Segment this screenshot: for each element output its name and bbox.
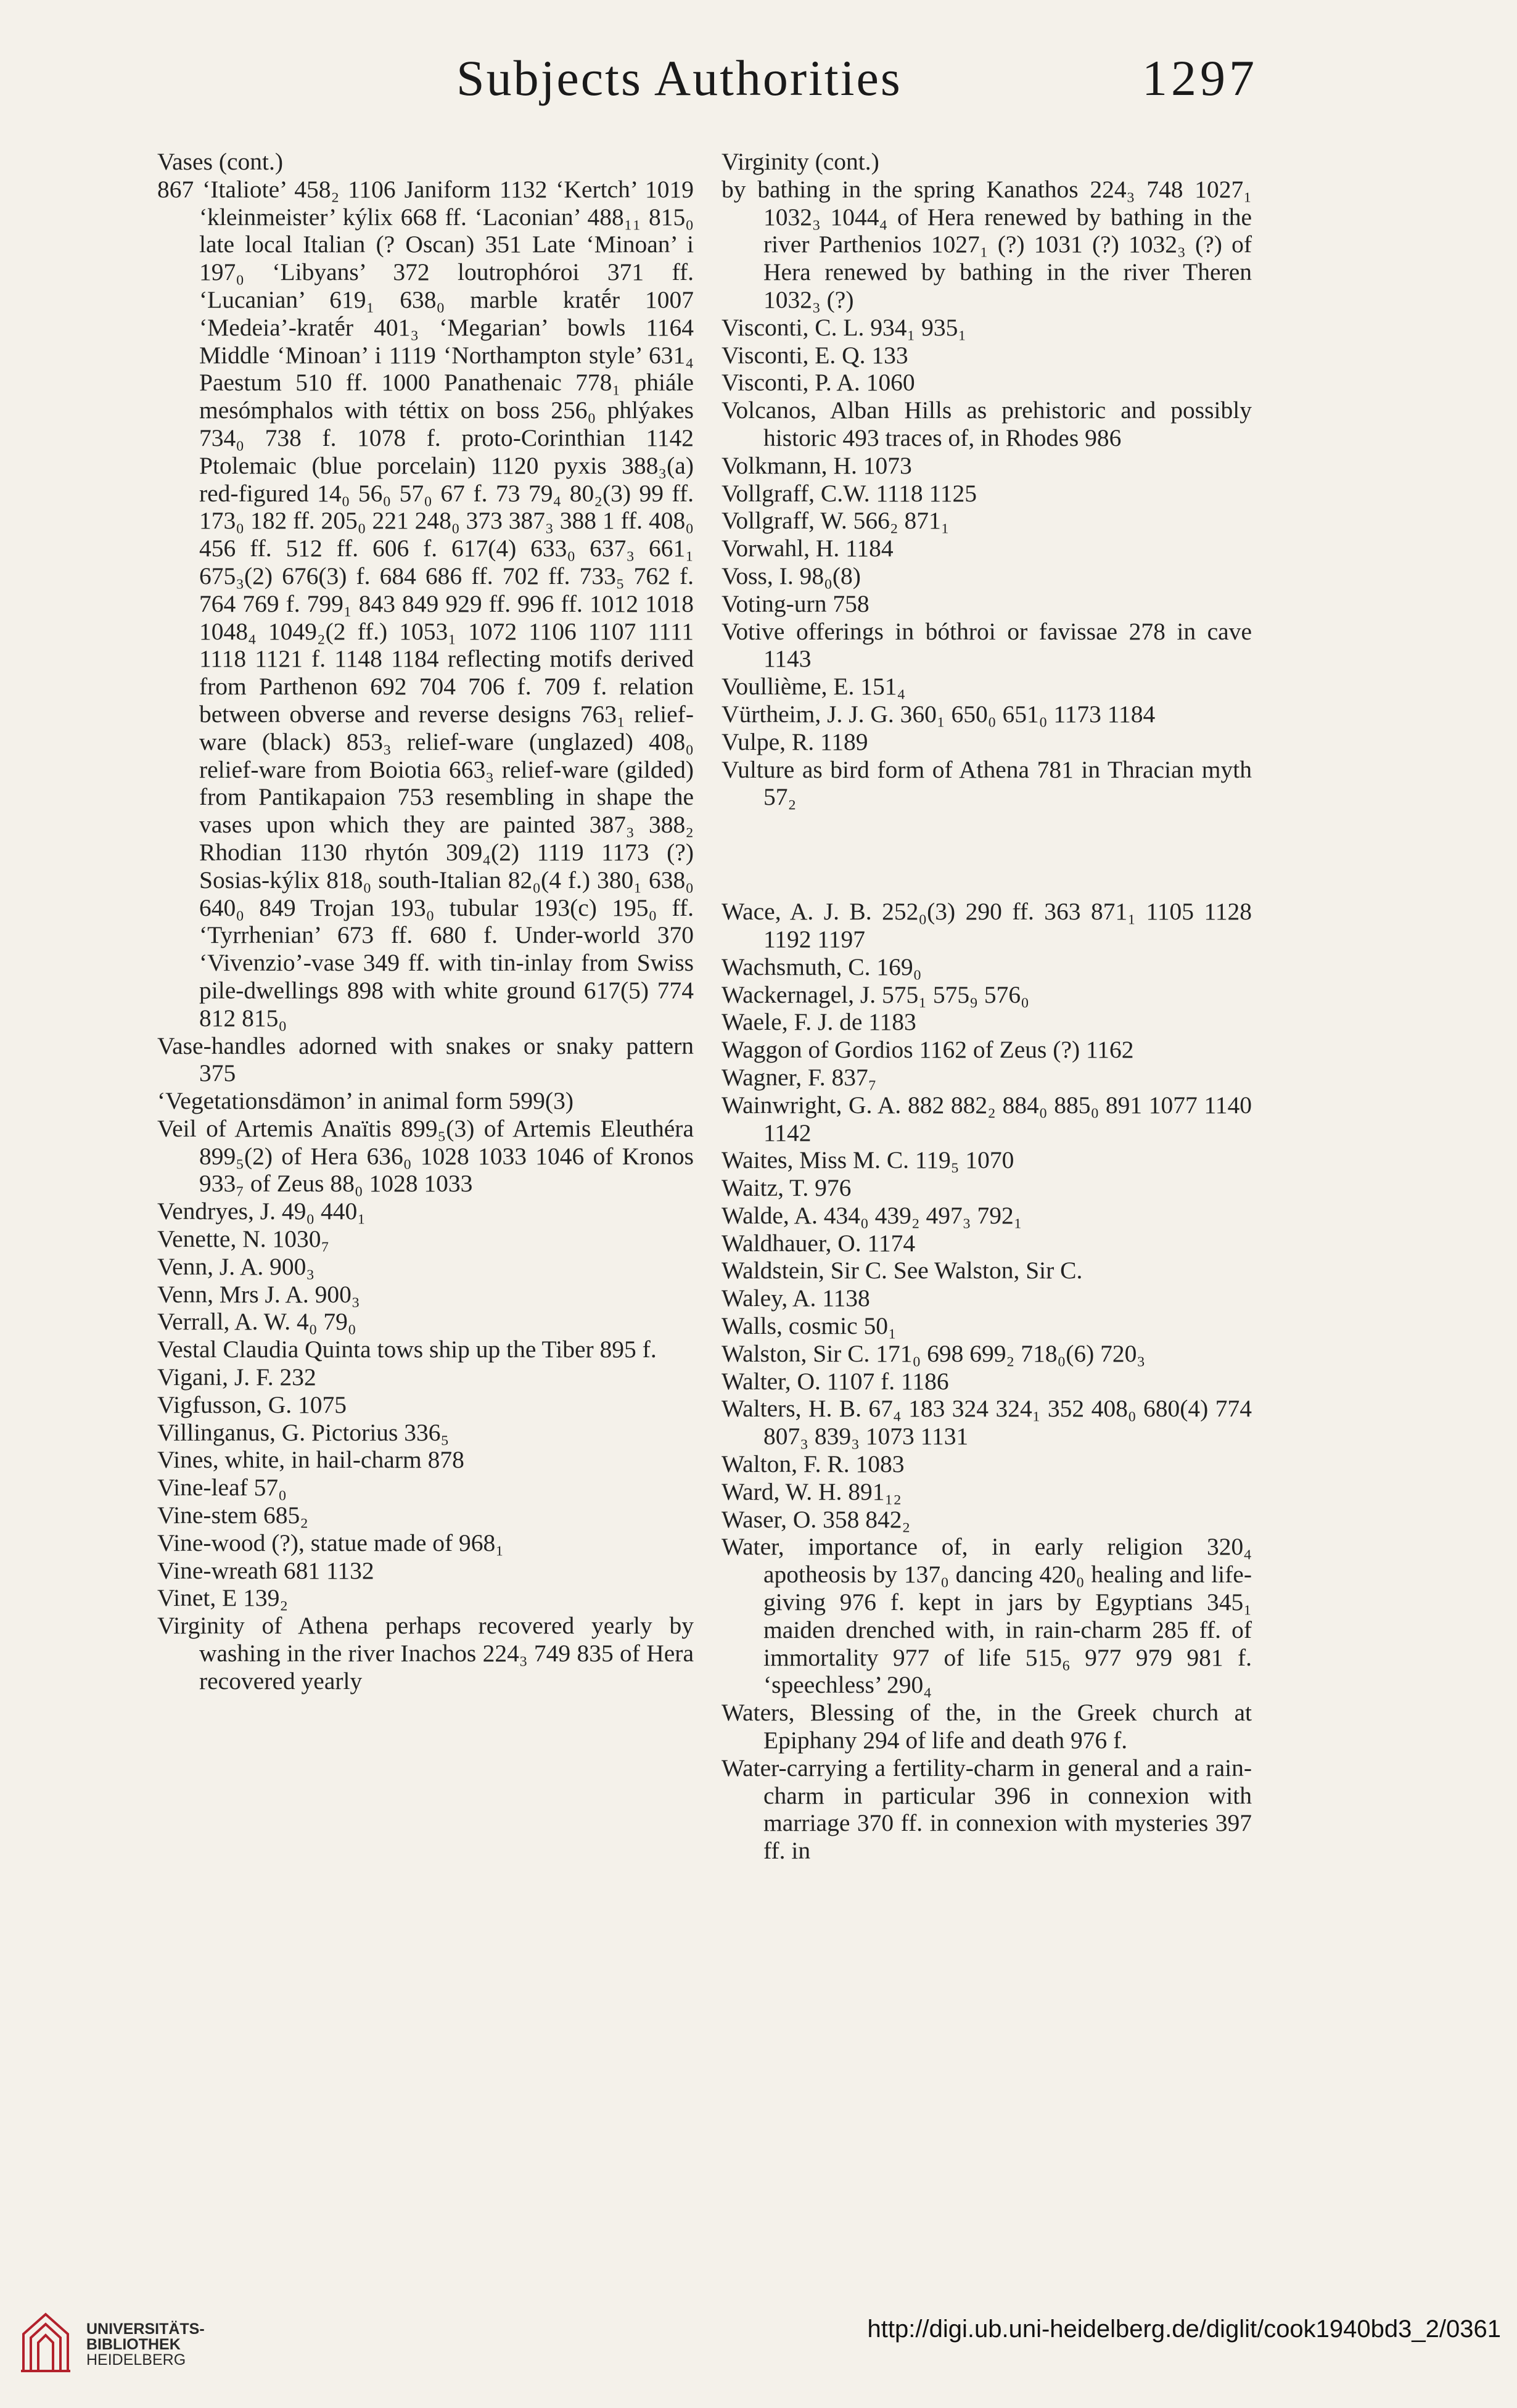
index-entry: Vürtheim, J. J. G. 360₁ 650₀ 651₀ 1173 1184 [722,700,1156,728]
index-entry: Walter, O. 1107 f. 1186 [722,1367,949,1395]
source-url[interactable]: http://digi.ub.uni-heidelberg.de/diglit/cook1940bd3_2/0361 [867,2316,1501,2343]
index-entry: Vine-wreath 681 1132 [157,1556,374,1584]
index-entry: Venette, N. 1030₇ [157,1225,330,1253]
footer [0,2309,1517,2408]
index-entry: Walls, cosmic 50₁ [722,1312,897,1340]
index-entry: Vestal Claudia Quinta tows ship up the Tiber 895 f. [157,1336,657,1363]
page-header [0,43,1517,117]
index-entry: Vigani, J. F. 232 [157,1363,316,1391]
index-entry: Vulture as bird form of Athena 781 in Thracian myth 57₂ [722,755,1252,811]
index-entry: Waites, Miss M. C. 119₅ 1070 [722,1146,1014,1174]
index-entry: Vases (cont.) [157,148,284,175]
index-entry: Visconti, P. A. 1060 [722,369,915,397]
index-entry: Waters, Blessing of the, in the Greek church at Epiphany 294 of life and death 976 f. [722,1699,1252,1754]
running-title: Subjects Authorities [456,50,902,106]
index-entry: Wagner, F. 837₇ [722,1063,877,1091]
index-entry: Walton, F. R. 1083 [722,1450,905,1478]
index-entry: Vollgraff, W. 566₂ 871₁ [722,507,950,535]
index-entry: Vine-wood (?), statue made of 968₁ [157,1529,504,1556]
library-logo-icon [18,2309,73,2376]
index-entry: Virginity of Athena perhaps recovered yearly by washing in the river Inachos 224₃ 749 835 of Hera recovered yearly [157,1612,694,1695]
index-column-left [157,148,694,1695]
index-entry: Virginity (cont.) [722,148,879,175]
library-name-line1: UNIVERSITÄTS- [86,2320,205,2338]
index-entry: by bathing in the spring Kanathos 224₃ 748 1027₁ 1032₃ 1044₄ of Hera renewed by bathing in the river Parthenios 1027₁ (?) 1031 (?) 1032₃ (?) of Hera renewed by bathing in the river Theren 1032₃ (?) [722,175,1252,313]
index-entry: Veil of Artemis Anaïtis 899₅(3) of Artemis Eleuthéra 899₅(2) of Hera 636₀ 1028 1033 1046 of Kronos 933₇ of Zeus 88₀ 1028 1033 [157,1114,694,1198]
index-entry: Volkmann, H. 1073 [722,451,912,479]
index-entry: Vigfusson, G. 1075 [157,1391,347,1418]
index-entry: Water-carrying a fertility-charm in general and a rain-charm in particular 396 in connexion with marriage 370 ff. in connexion with mysteries 397 ff. in [722,1754,1252,1865]
index-entry: Wachsmuth, C. 169₀ [722,953,922,980]
index-entry: Waitz, T. 976 [722,1174,852,1202]
index-entry: Ward, W. H. 891₁₂ [722,1477,902,1505]
index-entry: Waggon of Gordios 1162 of Zeus (?) 1162 [722,1036,1134,1064]
index-entry: Vine-stem 685₂ [157,1502,309,1529]
index-entry: Venn, J. A. 900₃ [157,1252,315,1280]
index-entry: Walters, H. B. 67₄ 183 324 324₁ 352 408₀ 680(4) 774 807₃ 839₃ 1073 1131 [722,1395,1252,1450]
index-entry: Voss, I. 98₀(8) [722,562,861,590]
index-entry: Vase-handles adorned with snakes or snaky pattern 375 [157,1032,694,1087]
index-entry: Waldstein, Sir C. See Walston, Sir C. [722,1257,1083,1284]
index-entry: Waele, F. J. de 1183 [722,1008,916,1036]
index-entry: Wackernagel, J. 575₁ 575₉ 576₀ [722,980,1029,1008]
index-entry: Waley, A. 1138 [722,1284,870,1312]
index-entry: Vollgraff, C.W. 1118 1125 [722,479,977,507]
index-entry: Wainwright, G. A. 882 882₂ 884₀ 885₀ 891 1077 1140 1142 [722,1091,1252,1146]
page-number: 1297 [1142,50,1258,106]
library-name [86,2322,205,2368]
section-gap [722,836,1252,874]
index-entry: Visconti, C. L. 934₁ 935₁ [722,313,967,341]
index-entry: Verrall, A. W. 4₀ 79₀ [157,1308,356,1336]
index-entry: Water, importance of, in early religion 320₄ apotheosis by 137₀ dancing 420₀ healing and life-giving 976 f. kept in jars by Egyptians 345₁ maiden drenched with, in rain-charm 285 ff. of immortality 977 of life 515₆ 977 979 981 f. ‘speechless’ 290₄ [722,1533,1252,1699]
library-name-line2: BIBLIOTHEK [86,2336,181,2353]
library-name-line3: HEIDELBERG [86,2351,186,2369]
index-entry: Vinet, E 139₂ [157,1584,289,1612]
index-entry: Vorwahl, H. 1184 [722,535,894,562]
index-entry: Waldhauer, O. 1174 [722,1229,916,1257]
index-column-right [722,148,1252,1865]
index-entry: Visconti, E. Q. 133 [722,341,908,369]
index-entry: Vines, white, in hail-charm 878 [157,1446,464,1474]
index-entry: Walde, A. 434₀ 439₂ 497₃ 792₁ [722,1201,1022,1229]
index-entry: Villinganus, G. Pictorius 336₅ [157,1418,450,1446]
index-entry: Waser, O. 358 842₂ [722,1505,911,1533]
index-entry: Vendryes, J. 49₀ 440₁ [157,1198,366,1225]
index-entry: Votive offerings in bóthroi or favissae 278 in cave 1143 [722,617,1252,673]
index-entry: Voting-urn 758 [722,590,870,617]
index-entry: Venn, Mrs J. A. 900₃ [157,1280,360,1308]
index-entry: ‘Vegetationsdämon’ in animal form 599(3) [157,1087,574,1115]
index-entry: 867 ‘Italiote’ 458₂ 1106 Janiform 1132 ‘Kertch’ 1019 ‘kleinmeister’ kýlix 668 ff. ‘Laconian’ 488₁₁ 815₀ late local Italian (? Oscan) 351 Late ‘Minoan’ i 197₀ ‘Libyans’ 372 loutrophóroi 371 ff. ‘Lucanian’ 619₁ 638₀ marble kratḗr 1007 ‘Medeia’-kratḗr 401₃ ‘Megarian’ bowls 1164 Middle ‘Minoan’ i 1119 ‘Northampton style’ 631₄ Paestum 510 ff. 1000 Panathenaic 778₁ phiále mesómphalos with téttix on boss 256₀ phlýakes 734₀ 738 f. 1078 f. proto-Corinthian 1142 Ptolemaic (blue porcelain) 1120 pyxis 388₃(a) red-figured 14₀ 56₀ 57₀ 67 f. 73 79₄ 80₂(3) 99 ff. 173₀ 182 ff. 205₀ 221 248₀ 373 387₃ 388 1 ff. 408₀ 456 ff. 512 ff. 606 f. 617(4) 633₀ 637₃ 661₁ 675₃(2) 676(3) f. 684 686 ff. 702 ff. 733₅ 762 f. 764 769 f. 799₁ 843 849 929 ff. 996 ff. 1012 1018 1048₄ 1049₂(2 ff.) 1053₁ 1072 1106 1107 1111 1118 1121 f. 1148 1184 reflecting motifs derived from Parthenon 692 704 706 f. 709 f. relation between obverse and reverse designs 763₁ relief-ware (black) 853₃ relief-ware (unglazed) 408₀ relief-ware from Boiotia 663₃ relief-ware (gilded) from Pantikapaion 753 resembling in shape the vases upon which they are painted 387₃ 388₂ Rhodian 1130 rhytón 309₄(2) 1119 1173 (?) Sosias-kýlix 818₀ south-Italian 82₀(4 f.) 380₁ 638₀ 640₀ 849 Trojan 193₀ tubular 193(c) 195₀ ff. ‘Tyrrhenian’ 673 ff. 680 f. Under-world 370 ‘Vivenzio’-vase 349 ff. with tin-inlay from Swiss pile-dwellings 898 with white ground 617(5) 774 812 815₀ [157,175,694,1032]
index-entry: Vine-leaf 57₀ [157,1474,287,1502]
index-entry: Walston, Sir C. 171₀ 698 699₂ 718₀(6) 720₃ [722,1339,1146,1367]
index-entry: Vulpe, R. 1189 [722,728,868,755]
index-entry: Voullième, E. 151₄ [722,673,906,701]
index-entry: Volcanos, Alban Hills as prehistoric and possibly historic 493 traces of, in Rhodes 986 [722,397,1252,451]
index-entry: Wace, A. J. B. 252₀(3) 290 ff. 363 871₁ 1105 1128 1192 1197 [722,898,1252,953]
